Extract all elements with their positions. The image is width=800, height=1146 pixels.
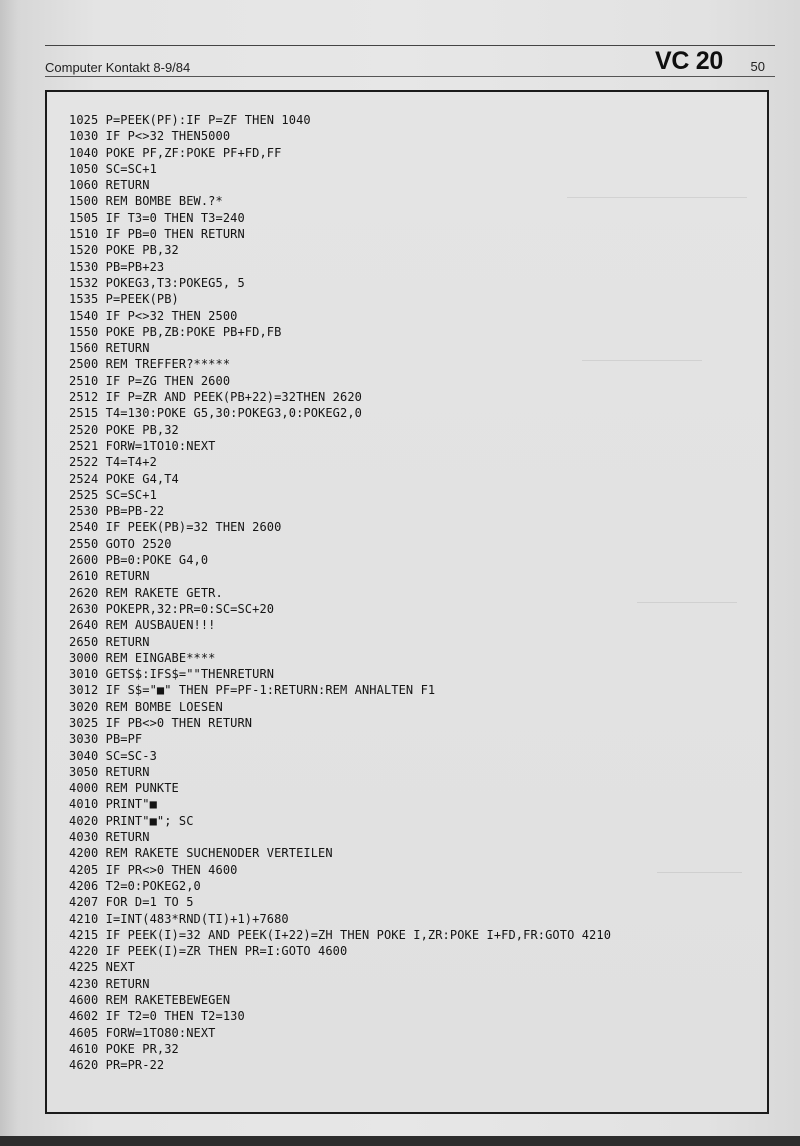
listing-line: 3050 RETURN — [69, 764, 150, 779]
listing-line: 1560 RETURN — [69, 341, 150, 356]
listing-line: 1530 PB=PB+23 — [69, 259, 165, 274]
listing-line: 1540 IF P<>32 THEN 2500 — [69, 308, 238, 323]
listing-line: 4602 IF T2=0 THEN T2=130 — [69, 1009, 245, 1024]
listing-line: 3040 SC=SC-3 — [69, 748, 157, 763]
listing-line: 3012 IF S$="■" THEN PF=PF-1:RETURN:REM ANHALTEN F1 — [69, 683, 436, 698]
listing-line: 4620 PR=PR-22 — [69, 1058, 165, 1073]
listing-line: 4205 IF PR<>0 THEN 4600 — [69, 862, 238, 877]
listing-line: 2550 GOTO 2520 — [69, 536, 172, 551]
listing-line: 4610 POKE PR,32 — [69, 1041, 179, 1056]
listing-line: 3020 REM BOMBE LOESEN — [69, 699, 223, 714]
listing-line: 2610 RETURN — [69, 569, 150, 584]
listing-line: 4605 FORW=1TO80:NEXT — [69, 1025, 216, 1040]
header-bottom-rule — [45, 76, 775, 77]
listing-line: 1500 REM BOMBE BEW.?* — [69, 194, 223, 209]
listing-line: 1505 IF T3=0 THEN T3=240 — [69, 210, 245, 225]
listing-line: 2540 IF PEEK(PB)=32 THEN 2600 — [69, 520, 282, 535]
listing-line: 1025 P=PEEK(PF):IF P=ZF THEN 1040 — [69, 113, 311, 127]
basic-listing-frame — [45, 90, 769, 1114]
binding-shadow — [0, 0, 18, 1146]
listing-line: 1040 POKE PF,ZF:POKE PF+FD,FF — [69, 145, 282, 160]
listing-line: 4020 PRINT"■"; SC — [69, 813, 194, 828]
listing-line: 4210 I=INT(483*RND(TI)+1)+7680 — [69, 911, 289, 926]
listing-line: 2525 SC=SC+1 — [69, 487, 157, 502]
magazine-title: Computer Kontakt 8-9/84 — [45, 60, 191, 75]
listing-line: 3030 PB=PF — [69, 732, 143, 747]
listing-line: 3000 REM EINGABE**** — [69, 650, 216, 665]
header-top-rule — [45, 45, 775, 46]
listing-line: 3010 GETS$:IFS$=""THENRETURN — [69, 667, 275, 682]
listing-line: 1060 RETURN — [69, 178, 150, 193]
listing-line: 2500 REM TREFFER?***** — [69, 357, 231, 372]
listing-line: 2521 FORW=1TO10:NEXT — [69, 438, 216, 453]
listing-line: 4207 FOR D=1 TO 5 — [69, 895, 194, 910]
listing-line: 1535 P=PEEK(PB) — [69, 292, 179, 307]
listing-line: 4200 REM RAKETE SUCHENODER VERTEILEN — [69, 846, 333, 861]
listing-line: 4010 PRINT"■ — [69, 797, 157, 812]
listing-line: 2515 T4=130:POKE G5,30:POKEG3,0:POKEG2,0 — [69, 406, 362, 421]
listing-line: 2522 T4=T4+2 — [69, 455, 157, 470]
listing-line: 2524 POKE G4,T4 — [69, 471, 179, 486]
listing-line: 4225 NEXT — [69, 960, 135, 975]
listing-line: 2620 REM RAKETE GETR. — [69, 585, 223, 600]
listing-line: 4600 REM RAKETEBEWEGEN — [69, 993, 231, 1008]
listing-line: 1510 IF PB=0 THEN RETURN — [69, 227, 245, 242]
page-number: 50 — [750, 59, 765, 74]
listing-line: 2650 RETURN — [69, 634, 150, 649]
listing-line: 4215 IF PEEK(I)=32 AND PEEK(I+22)=ZH THEN POKE I,ZR:POKE I+FD,FR:GOTO 4210 — [69, 927, 612, 942]
listing-line: 4220 IF PEEK(I)=ZR THEN PR=I:GOTO 4600 — [69, 944, 348, 959]
listing-line: 4030 RETURN — [69, 830, 150, 845]
page-header — [45, 45, 775, 83]
listing-line: 2640 REM AUSBAUEN!!! — [69, 618, 216, 633]
listing-line: 1050 SC=SC+1 — [69, 161, 157, 176]
listing-line: 1532 POKEG3,T3:POKEG5, 5 — [69, 275, 245, 290]
basic-listing — [69, 112, 759, 1074]
listing-line: 2530 PB=PB-22 — [69, 504, 165, 519]
scan-bottom-edge — [0, 1136, 800, 1146]
listing-line: 3025 IF PB<>0 THEN RETURN — [69, 715, 253, 730]
listing-line: 2512 IF P=ZR AND PEEK(PB+22)=32THEN 2620 — [69, 390, 362, 405]
listing-line: 1520 POKE PB,32 — [69, 243, 179, 258]
listing-line: 2600 PB=0:POKE G4,0 — [69, 553, 209, 568]
listing-line: 2520 POKE PB,32 — [69, 422, 179, 437]
section-title: VC 20 — [655, 47, 723, 75]
listing-line: 4230 RETURN — [69, 976, 150, 991]
listing-line: 4000 REM PUNKTE — [69, 781, 179, 796]
listing-line: 2510 IF P=ZG THEN 2600 — [69, 373, 231, 388]
listing-line: 1030 IF P<>32 THEN5000 — [69, 129, 231, 144]
listing-line: 4206 T2=0:POKEG2,0 — [69, 878, 201, 893]
listing-line: 1550 POKE PB,ZB:POKE PB+FD,FB — [69, 324, 282, 339]
listing-line: 2630 POKEPR,32:PR=0:SC=SC+20 — [69, 601, 275, 616]
